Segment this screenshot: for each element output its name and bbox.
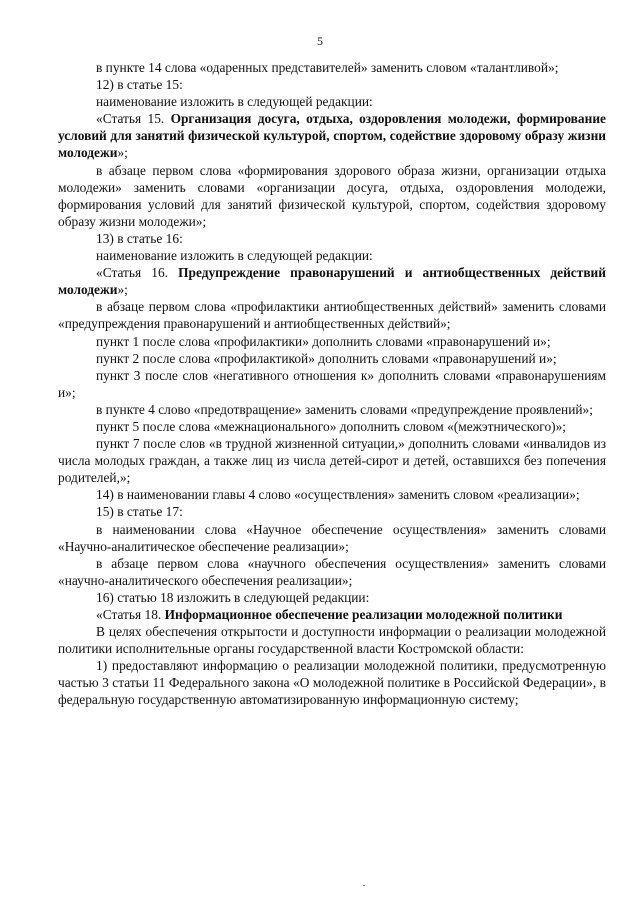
article-closing: »; xyxy=(117,282,128,298)
paragraph: 16) статью 18 изложить в следующей редакции: xyxy=(96,589,370,605)
paragraph: пункт 7 после слов «в трудной жизненной ситуации,» дополнить словами «инвалидов из числа молодых граждан, а также лиц из числа детей-сирот и детей, оставшихся без попечения родителей,»; xyxy=(58,436,606,486)
article-label: «Статья 16. xyxy=(96,265,179,281)
paragraph: 14) в наименовании главы 4 слово «осуществления» заменить словом «реализации»; xyxy=(96,487,580,503)
article-title: Организация досуга, отдыха, оздоровления молодежи, формирование условий для занятий физической культурой, спортом, содействие здоровому образу жизни молодежи xyxy=(58,111,606,161)
paragraph: пункт 3 после слов «негативного отношения к» дополнить словами «правонарушениям и»; xyxy=(58,367,606,400)
article-title: Предупреждение правонарушений и антиобщественных действий молодежи xyxy=(58,265,606,298)
paragraph: в наименовании слова «Научное обеспечение осуществления» заменить словами «Научно-аналитическое обеспечение реализации»; xyxy=(58,521,606,554)
article-closing: »; xyxy=(117,145,128,161)
scan-speck xyxy=(363,885,365,886)
paragraph: наименование изложить в следующей редакции: xyxy=(96,94,373,110)
paragraph: пункт 1 после слова «профилактики» дополнить словами «правонарушений и»; xyxy=(96,333,551,349)
paragraph: 1) предоставляют информацию о реализации молодежной политики, предусмотренную частью 3 статьи 11 Федерального закона «О молодежной политике в Российской Федерации», в федеральную государственную автоматизированную информационную систему; xyxy=(58,658,606,708)
page-number: 5 xyxy=(317,34,323,48)
paragraph: в пункте 4 слово «предотвращение» заменить словами «предупреждение проявлений»; xyxy=(96,401,593,417)
paragraph: наименование изложить в следующей редакции: xyxy=(96,248,373,264)
paragraph: в абзаце первом слова «профилактики антиобщественных действий» заменить словами «предупреждения правонарушений и антиобщественных действий»; xyxy=(58,299,606,332)
paragraph: пункт 5 после слова «межнационального» дополнить словом «(межэтнического)»; xyxy=(96,418,567,434)
article-heading-paragraph xyxy=(58,606,606,623)
paragraph: 13) в статье 16: xyxy=(96,230,183,246)
article-label: «Статья 15. xyxy=(96,111,171,127)
paragraph: 15) в статье 17: xyxy=(96,504,183,520)
document-body xyxy=(58,59,606,709)
paragraph: пункт 2 после слова «профилактикой» дополнить словами «правонарушений и»; xyxy=(96,350,557,366)
article-heading-paragraph xyxy=(58,264,606,298)
article-label: «Статья 18. xyxy=(96,607,165,622)
paragraph: в пункте 14 слова «одаренных представителей» заменить словом «талантливой»; xyxy=(96,60,559,75)
paragraph: в абзаце первом слова «формирования здорового образа жизни, организации отдыха молодежи» заменить словами «организации досуга, отдыха, оздоровления молодежи, формирования условий для занятий физической культурой, спортом, содействия здоровому образу жизни молодежи»; xyxy=(58,162,606,229)
article-heading-paragraph xyxy=(58,110,606,161)
paragraph: в абзаце первом слова «научного обеспечения осуществления» заменить словами «научно-аналитического обеспечения реализации»; xyxy=(58,555,606,588)
paragraph: В целях обеспечения открытости и доступности информации о реализации молодежной политики исполнительные органы государственной власти Костромской области: xyxy=(58,624,606,657)
article-title: Информационное обеспечение реализации молодежной политики xyxy=(164,607,563,622)
paragraph: 12) в статье 15: xyxy=(96,77,183,93)
